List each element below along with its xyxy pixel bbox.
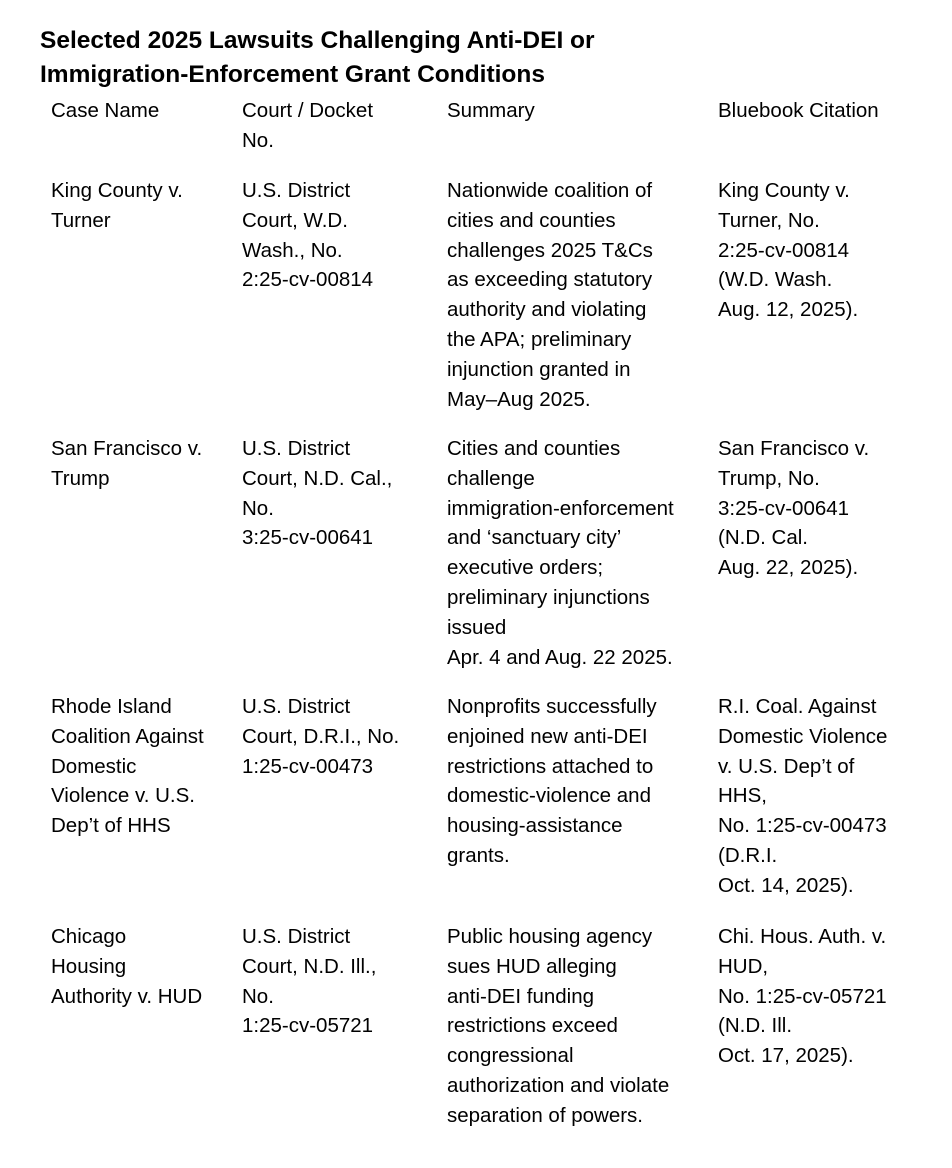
cell-line: Summary — [447, 99, 535, 122]
cell-line: authority and violating — [447, 298, 647, 322]
cell-line: King County v. — [51, 179, 183, 202]
cell-line: Public housing agency — [447, 925, 653, 948]
cell-line: Domestic Violence — [718, 724, 888, 748]
cell-line: Oct. 14, 2025). — [718, 873, 854, 897]
cell-line: HUD, — [718, 954, 769, 978]
cell-line: Rhode Island — [51, 695, 172, 718]
cell-line: restrictions attached to — [447, 754, 654, 778]
header-citation-cell — [718, 96, 879, 126]
court-docket-cell — [242, 176, 373, 295]
document-title — [40, 24, 920, 92]
cell-line: 1:25-cv-05721 — [242, 1014, 374, 1038]
cell-line: No. — [242, 984, 274, 1008]
cell-line: 2:25-cv-00814 — [242, 268, 374, 292]
cell-line: R.I. Coal. Against — [718, 695, 877, 718]
cell-line: v. U.S. Dep’t of — [718, 754, 855, 778]
cell-line: U.S. District — [242, 925, 351, 948]
cell-line: Authority v. HUD — [51, 984, 203, 1008]
summary-cell — [447, 692, 657, 871]
citation-cell — [718, 434, 869, 583]
cell-line: No. 1:25-cv-05721 — [718, 984, 887, 1008]
cell-line: Nationwide coalition of — [447, 179, 653, 202]
cell-line: challenges 2025 T&Cs — [447, 238, 653, 262]
cell-line: Apr. 4 and Aug. 22 2025. — [447, 645, 673, 669]
cell-line: (N.D. Ill. — [718, 1014, 793, 1038]
summary-cell — [447, 176, 653, 414]
cell-line: executive orders; — [447, 556, 604, 580]
court-docket-cell — [242, 692, 399, 781]
cell-line: U.S. District — [242, 179, 351, 202]
header-summary-cell — [447, 96, 535, 126]
cell-line: and ‘sanctuary city’ — [447, 526, 622, 550]
cell-line: housing-assistance — [447, 814, 623, 838]
cell-line: Court / Docket — [242, 99, 374, 122]
cell-line: grants. — [447, 843, 510, 867]
cell-line: No. — [242, 496, 274, 520]
cell-line: Court, N.D. Ill., — [242, 954, 377, 978]
cell-line: Wash., No. — [242, 238, 343, 262]
cell-line: authorization and violate — [447, 1073, 670, 1097]
case-name-cell — [51, 434, 202, 494]
cell-line: the APA; preliminary — [447, 327, 632, 351]
cell-line: No. 1:25-cv-00473 — [718, 814, 887, 838]
summary-cell — [447, 922, 669, 1131]
cell-line: anti-DEI funding — [447, 984, 595, 1008]
cell-line: injunction granted in — [447, 357, 631, 381]
cell-line: Dep’t of HHS — [51, 814, 171, 838]
cell-line: Nonprofits successfully — [447, 695, 657, 718]
cell-line: 3:25-cv-00641 — [242, 526, 374, 550]
cell-line: HHS, — [718, 784, 767, 808]
cell-line: (W.D. Wash. — [718, 268, 833, 292]
title-line-2: Immigration-Enforcement Grant Conditions — [40, 61, 545, 88]
cell-line: preliminary injunctions — [447, 585, 650, 609]
cell-line: Trump, No. — [718, 466, 820, 490]
cell-line: (N.D. Cal. — [718, 526, 808, 550]
cell-line: Oct. 17, 2025). — [718, 1044, 854, 1068]
cell-line: No. — [242, 128, 274, 152]
cell-line: congressional — [447, 1044, 574, 1068]
cell-line: U.S. District — [242, 695, 351, 718]
cell-line: Bluebook Citation — [718, 99, 879, 122]
cell-line: Court, D.R.I., No. — [242, 724, 400, 748]
cell-line: King County v. — [718, 179, 850, 202]
citation-cell — [718, 922, 887, 1071]
cell-line: Chi. Hous. Auth. v. — [718, 925, 887, 948]
cell-line: May–Aug 2025. — [447, 387, 591, 411]
cell-line: Aug. 22, 2025). — [718, 556, 859, 580]
cell-line: immigration-enforcement — [447, 496, 674, 520]
header-court-docket-cell — [242, 96, 373, 156]
cell-line: challenge — [447, 466, 535, 490]
cell-line: Court, N.D. Cal., — [242, 466, 393, 490]
header-case-name-cell — [51, 96, 159, 126]
cell-line: as exceeding statutory — [447, 268, 653, 292]
citation-cell — [718, 176, 858, 325]
case-name-cell — [51, 692, 204, 841]
cell-line: Coalition Against — [51, 724, 204, 748]
cell-line: cities and counties — [447, 208, 616, 232]
case-name-cell — [51, 922, 202, 1011]
cell-line: Case Name — [51, 99, 160, 122]
cell-line: issued — [447, 615, 507, 639]
cell-line: Aug. 12, 2025). — [718, 298, 859, 322]
cell-line: 3:25-cv-00641 — [718, 496, 850, 520]
cell-line: (D.R.I. — [718, 843, 778, 867]
cell-line: U.S. District — [242, 437, 351, 460]
cell-line: Turner, No. — [718, 208, 820, 232]
cell-line: restrictions exceed — [447, 1014, 618, 1038]
cell-line: 1:25-cv-00473 — [242, 754, 374, 778]
court-docket-cell — [242, 922, 376, 1041]
cell-line: separation of powers. — [447, 1103, 644, 1127]
cell-line: enjoined new anti-DEI — [447, 724, 648, 748]
citation-cell — [718, 692, 887, 901]
cell-line: Court, W.D. — [242, 208, 348, 232]
cell-line: sues HUD alleging — [447, 954, 617, 978]
cell-line: Chicago — [51, 925, 127, 948]
cell-line: San Francisco v. — [718, 437, 870, 460]
cell-line: Cities and counties — [447, 437, 621, 460]
cell-line: 2:25-cv-00814 — [718, 238, 850, 262]
cell-line: Housing — [51, 954, 127, 978]
cell-line: Violence v. U.S. — [51, 784, 195, 808]
cell-line: Turner — [51, 208, 111, 232]
case-name-cell — [51, 176, 183, 236]
court-docket-cell — [242, 434, 392, 553]
cell-line: Trump — [51, 466, 110, 490]
summary-cell — [447, 434, 674, 672]
title-line-1: Selected 2025 Lawsuits Challenging Anti-DEI or — [40, 27, 595, 54]
cell-line: San Francisco v. — [51, 437, 203, 460]
cell-line: Domestic — [51, 754, 137, 778]
cell-line: domestic-violence and — [447, 784, 651, 808]
